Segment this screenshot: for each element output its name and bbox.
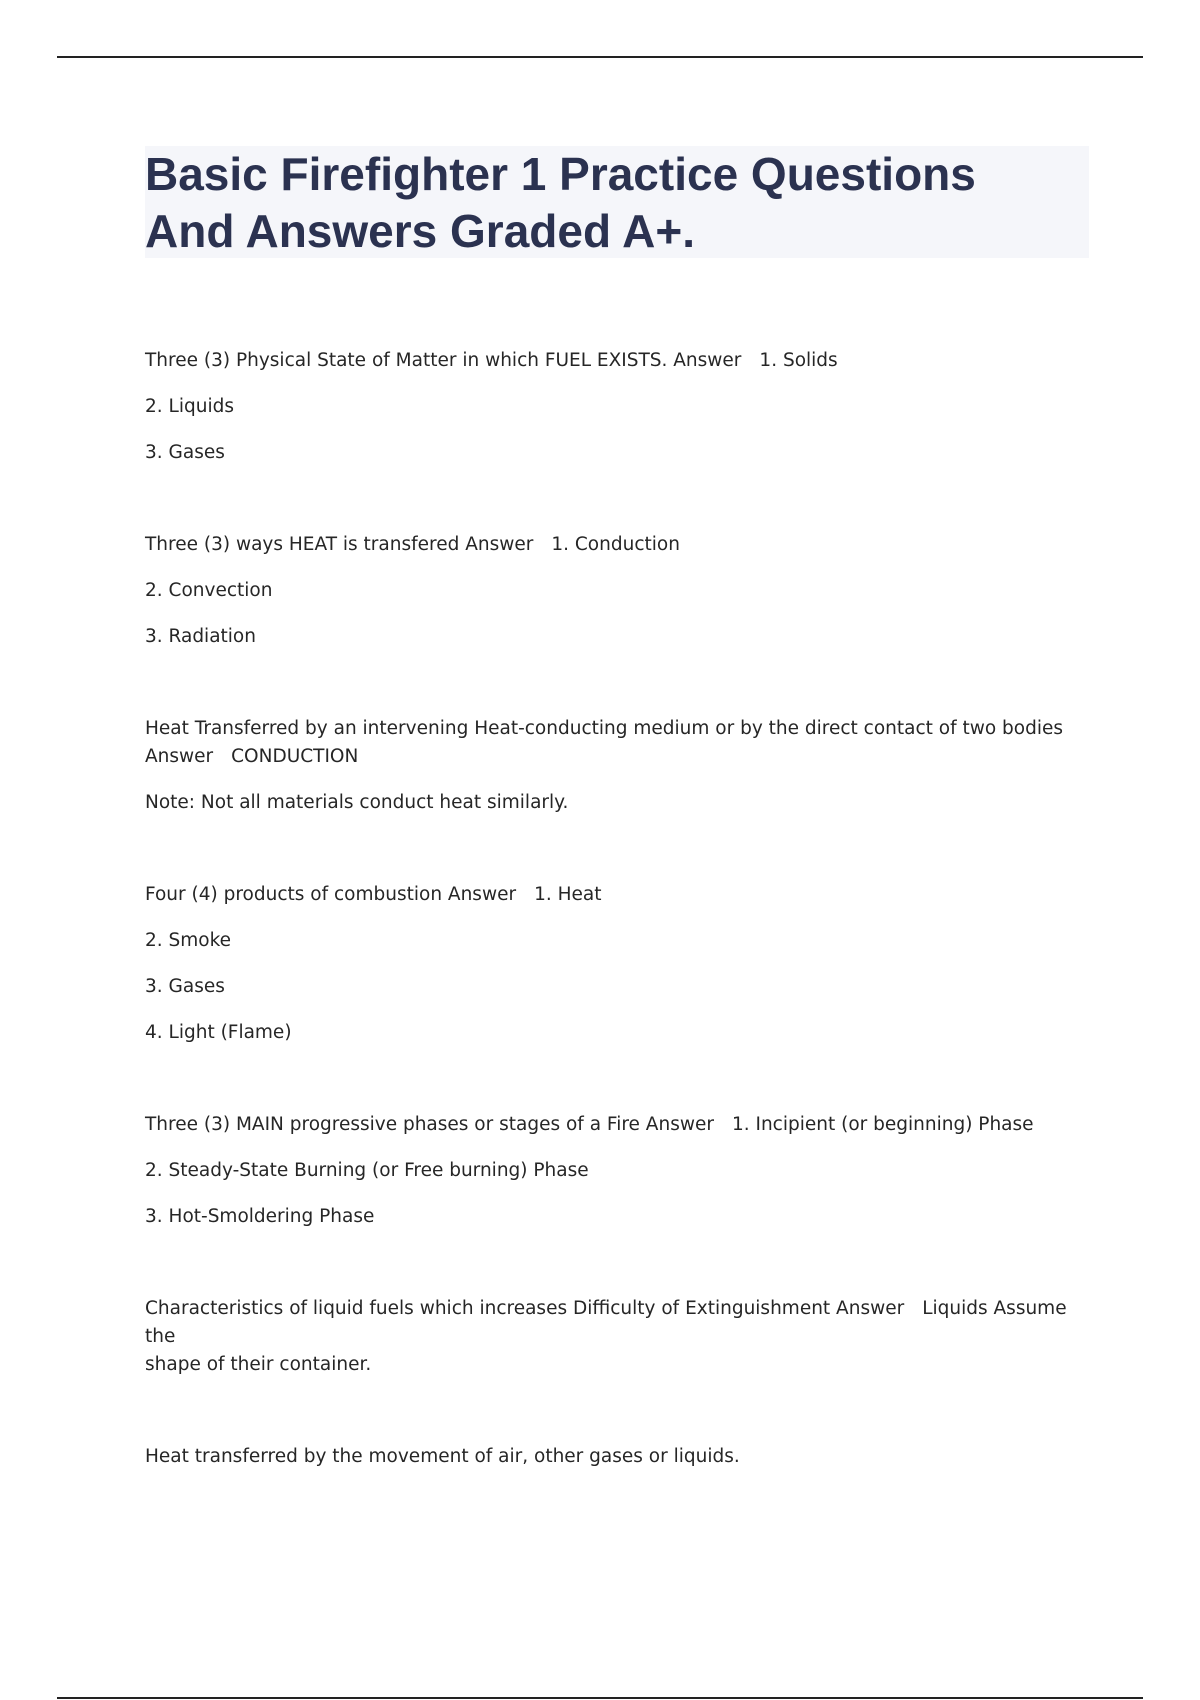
question-text: Characteristics of liquid fuels which increases Difficulty of Extinguishment Answer <box>145 1298 905 1319</box>
title-line-1: Basic Firefighter 1 Practice Questions <box>145 148 976 200</box>
question-text: Four (4) products of combustion Answer <box>145 884 517 905</box>
answer-line: 3. Gases <box>145 976 225 997</box>
question-text: Three (3) Physical State of Matter in which FUEL EXISTS. Answer <box>145 350 742 371</box>
qa-question-line <box>145 743 1085 771</box>
answer-line: shape of their container. <box>145 1354 372 1375</box>
qa-item <box>145 347 1085 467</box>
document-title <box>145 146 976 260</box>
answer-line: 3. Gases <box>145 442 225 463</box>
question-text: Three (3) ways HEAT is transfered Answer <box>145 534 534 555</box>
qa-item <box>145 715 1085 817</box>
question-text: Heat Transferred by an intervening Heat-conducting medium or by the direct contact of two bodies <box>145 718 1064 739</box>
qa-list <box>145 347 1085 1535</box>
answer-line: 2. Smoke <box>145 930 232 951</box>
qa-item <box>145 1111 1085 1231</box>
qa-question-line <box>145 1295 1085 1351</box>
qa-item <box>145 881 1085 1047</box>
qa-question-line <box>145 531 1085 559</box>
top-rule <box>57 56 1143 58</box>
title-line-2: And Answers Graded A+. <box>145 205 696 257</box>
answer-line: 2. Steady-State Burning (or Free burning) Phase <box>145 1160 589 1181</box>
answer-line: Note: Not all materials conduct heat similarly. <box>145 792 569 813</box>
answer-text: 1. Heat <box>534 884 602 905</box>
answer-line: 4. Light (Flame) <box>145 1022 292 1043</box>
question-text: Answer <box>145 746 214 767</box>
answer-text: 1. Solids <box>759 350 838 371</box>
bottom-rule <box>57 1697 1143 1699</box>
answer-text: CONDUCTION <box>231 746 359 767</box>
answer-line: 2. Convection <box>145 580 273 601</box>
question-text: Heat transferred by the movement of air, other gases or liquids. <box>145 1446 740 1467</box>
answer-text: Liquids Assume the <box>145 1298 1067 1347</box>
answer-line: 3. Hot-Smoldering Phase <box>145 1206 375 1227</box>
qa-item <box>145 1443 1085 1471</box>
title-banner <box>145 146 1089 258</box>
answer-text: 1. Conduction <box>551 534 680 555</box>
qa-question-line <box>145 1111 1085 1139</box>
answer-line: 2. Liquids <box>145 396 234 417</box>
qa-question-line <box>145 881 1085 909</box>
qa-question-line <box>145 347 1085 375</box>
answer-line: 3. Radiation <box>145 626 256 647</box>
answer-text: 1. Incipient (or beginning) Phase <box>731 1114 1034 1135</box>
qa-item <box>145 1295 1085 1379</box>
qa-item <box>145 531 1085 651</box>
question-text: Three (3) MAIN progressive phases or stages of a Fire Answer <box>145 1114 714 1135</box>
